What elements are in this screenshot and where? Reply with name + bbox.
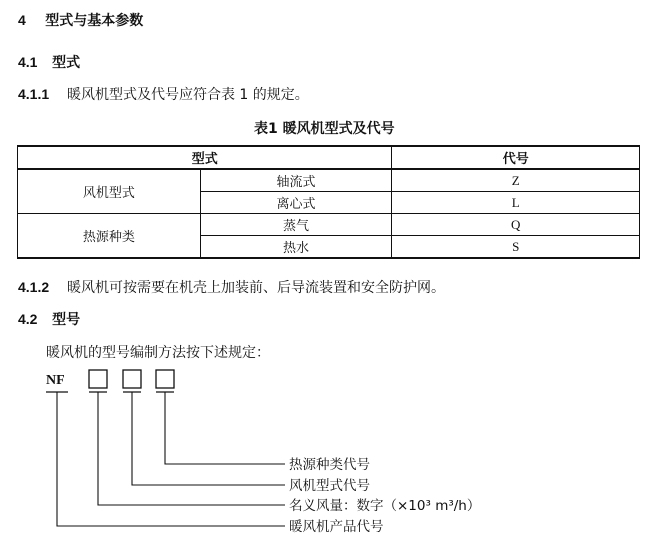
section-4-1-heading (18, 52, 80, 72)
clause-4-1-1 (18, 84, 309, 104)
group-label-heat-source: 热源种类 (18, 214, 201, 259)
airflow-leader (98, 392, 285, 505)
section-title: 型号 (52, 312, 81, 328)
clause-text: 暖风机可按需要在机壳上加装前、后导流装置和安全防护网。 (66, 280, 445, 296)
table-row (18, 169, 640, 192)
code-cell: L (392, 192, 640, 214)
section-4-2-heading (18, 309, 80, 329)
type-cell: 离心式 (200, 192, 392, 214)
code-cell: S (392, 236, 640, 259)
code-cell: Z (392, 169, 640, 192)
table-header-code: 代号 (392, 146, 640, 169)
clause-number: 4.1.2 (18, 279, 50, 295)
product-code-label: 暖风机产品代号 (289, 519, 384, 535)
nominal-airflow-label: 名义风量：数字（×10³ m³/h） (289, 498, 481, 514)
model-prefix: NF (46, 373, 65, 388)
model-designation-diagram (0, 360, 665, 544)
code-cell: Q (392, 214, 640, 236)
table-row (18, 214, 640, 236)
type-cell: 轴流式 (200, 169, 392, 192)
table-header-type: 型式 (18, 146, 392, 169)
model-intro: 暖风机的型号编制方法按下述规定： (46, 345, 270, 361)
section-title: 型式与基本参数 (45, 13, 144, 29)
group-label-fan-type: 风机型式 (18, 169, 201, 214)
section-number: 4.2 (18, 311, 38, 327)
heat-source-leader (165, 392, 285, 464)
heat-source-box (156, 370, 174, 388)
section-4-heading (18, 10, 143, 30)
section-title: 型式 (52, 55, 81, 71)
fan-type-box (123, 370, 141, 388)
prefix-leader (57, 392, 285, 526)
section-number: 4 (18, 12, 26, 28)
fan-type-leader (132, 392, 285, 485)
table-caption: 表1 暖风机型式及代号 (254, 121, 395, 137)
fan-type-code-label: 风机型式代号 (289, 478, 370, 494)
clause-number: 4.1.1 (18, 86, 50, 102)
table-header-row (18, 146, 640, 169)
airflow-box (89, 370, 107, 388)
model-type-table (17, 145, 640, 259)
clause-4-1-2 (18, 277, 445, 297)
clause-text: 暖风机型式及代号应符合表 1 的规定。 (66, 87, 309, 103)
type-cell: 蒸气 (200, 214, 392, 236)
type-cell: 热水 (200, 236, 392, 259)
heat-source-code-label: 热源种类代号 (289, 457, 370, 473)
section-number: 4.1 (18, 54, 38, 70)
